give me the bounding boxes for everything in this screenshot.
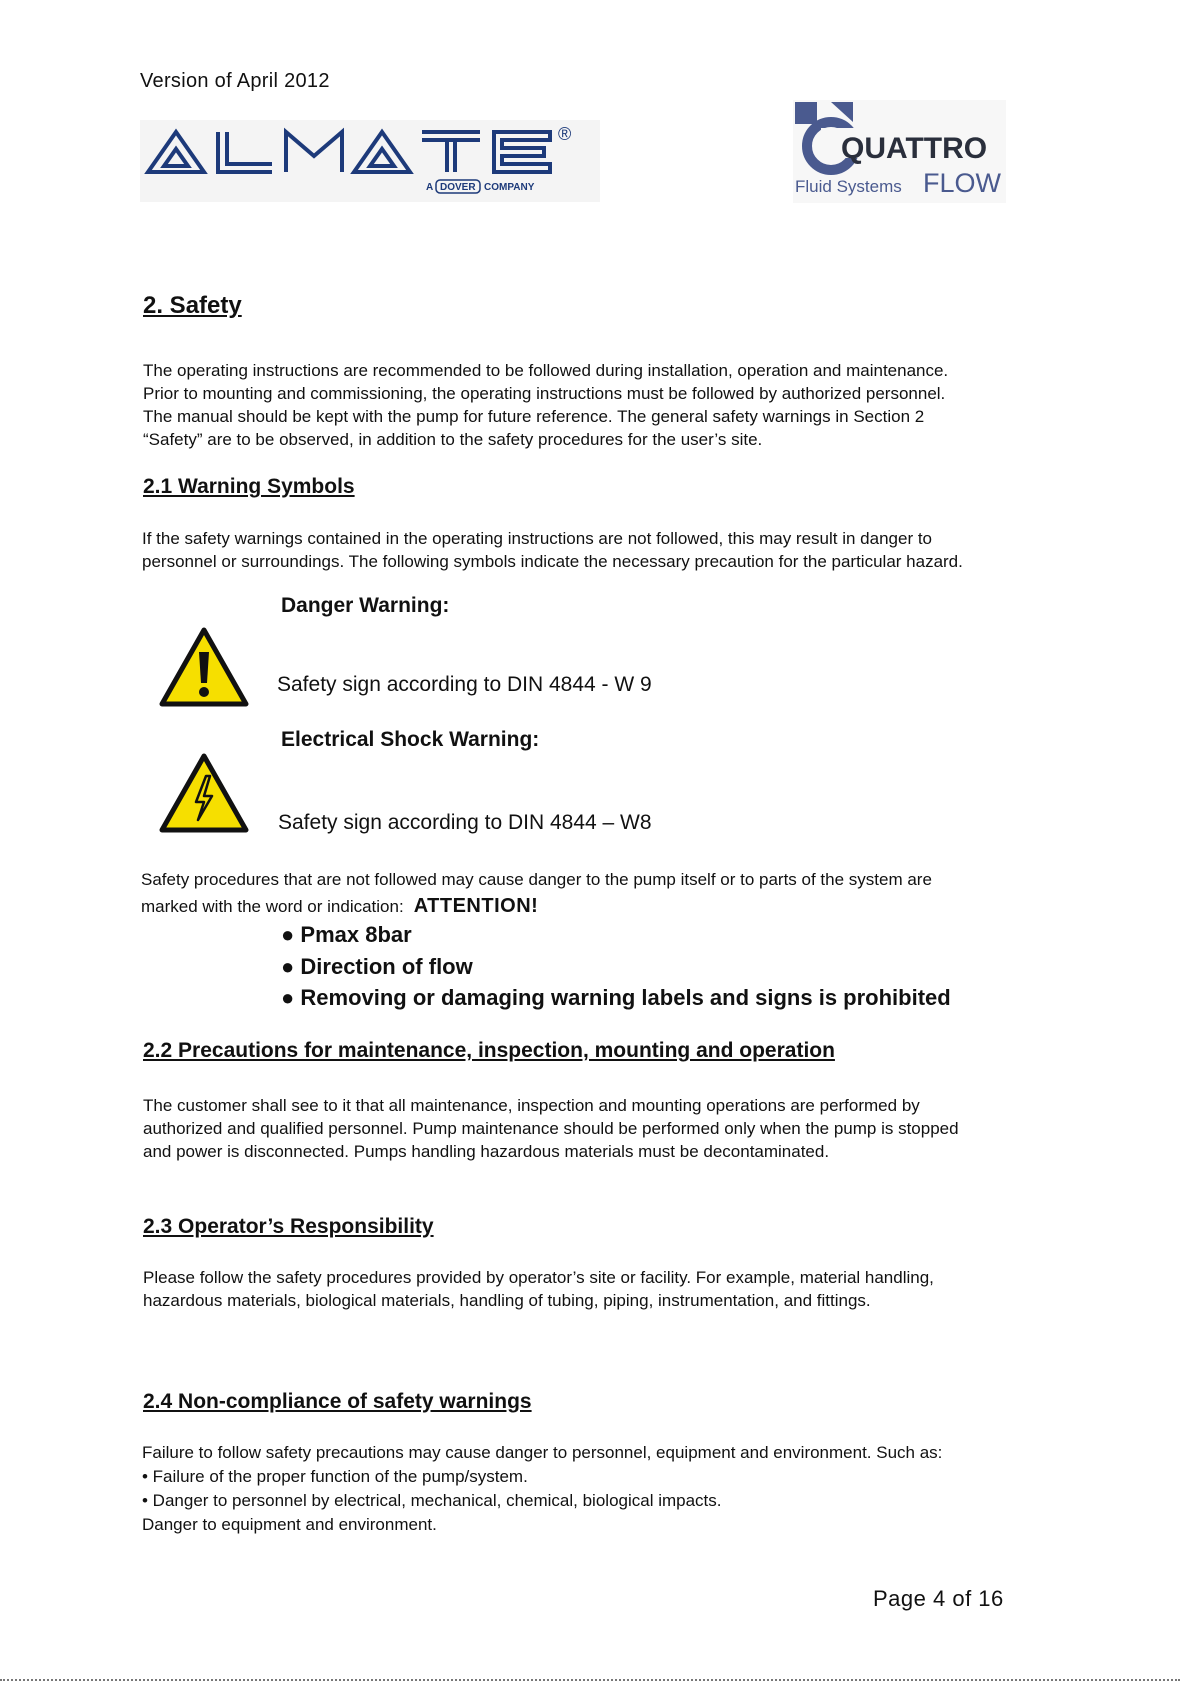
section-2-1-title: 2.1 Warning Symbols [143, 475, 355, 498]
bullet-labels: ● Removing or damaging warning labels and signs is prohibited [281, 985, 951, 1010]
page-bottom-border [0, 1679, 1180, 1681]
section-2-2-title: 2.2 Precautions for maintenance, inspection, mounting and operation [143, 1039, 835, 1062]
registered-mark: ® [558, 124, 572, 144]
text-line: hazardous materials, biological materials, handling of tubing, piping, instrumentation, and fittings. [143, 1291, 871, 1310]
bullet-pmax: ● Pmax 8bar [281, 922, 412, 947]
text-line: Failure to follow safety precautions may cause danger to personnel, equipment and environment. Such as: [142, 1443, 943, 1462]
text-line: Please follow the safety procedures provided by operator’s site or facility. For example, material handling, [143, 1268, 934, 1287]
text-line: and power is disconnected. Pumps handling hazardous materials must be decontaminated. [143, 1142, 830, 1161]
text-line: “Safety” are to be observed, in addition to the safety procedures for the user’s site. [143, 430, 763, 449]
section-2-4-text [142, 1441, 942, 1537]
text-line: authorized and qualified personnel. Pump maintenance should be performed only when the pump is stopped [143, 1119, 959, 1138]
section-2-3-text [143, 1266, 934, 1312]
page-number: Page 4 of 16 [873, 1586, 1004, 1611]
text-line: Safety procedures that are not followed may cause danger to the pump itself or to parts of the system are [141, 870, 932, 889]
attention-paragraph [141, 868, 932, 918]
section-2-2-text [143, 1094, 959, 1163]
section-2-1-text [142, 527, 963, 573]
text-line: Danger to equipment and environment. [142, 1515, 437, 1534]
list-item: • Danger to personnel by electrical, mechanical, chemical, biological impacts. [142, 1491, 722, 1510]
almatec-sub-a: A [426, 182, 434, 193]
list-item: • Failure of the proper function of the pump/system. [142, 1467, 528, 1486]
section-2-intro [143, 359, 948, 451]
quattro-text: QUATTRO [841, 132, 988, 165]
version-label: Version of April 2012 [140, 70, 330, 92]
danger-warning-icon [158, 626, 250, 713]
almatec-sub-dover: DOVER [440, 182, 476, 193]
almatec-logo [140, 120, 600, 202]
danger-warning-title: Danger Warning: [281, 594, 450, 617]
danger-sign-text: Safety sign according to DIN 4844 - W 9 [277, 673, 652, 696]
quattroflow-logo [793, 100, 1006, 203]
section-2-4-title: 2.4 Non-compliance of safety warnings [143, 1390, 532, 1413]
shock-sign-text: Safety sign according to DIN 4844 – W8 [278, 811, 652, 834]
electrical-shock-title: Electrical Shock Warning: [281, 728, 540, 751]
text-line: The operating instructions are recommended to be followed during installation, operation and maintenance. [143, 361, 949, 380]
text-line: The customer shall see to it that all maintenance, inspection and mounting operations are performed by [143, 1096, 920, 1115]
text-line: personnel or surroundings. The following symbols indicate the necessary precaution for the particular hazard. [142, 552, 963, 571]
text-line: Prior to mounting and commissioning, the operating instructions must be followed by authorized personnel. [143, 384, 946, 403]
fluid-systems-text: Fluid Systems [795, 177, 902, 196]
flow-text: FLOW [923, 168, 1001, 198]
text-line: The manual should be kept with the pump for future reference. The general safety warnings in Section 2 [143, 407, 925, 426]
section-2-3-title: 2.3 Operator’s Responsibility [143, 1215, 434, 1238]
electrical-shock-warning-icon [158, 752, 250, 839]
almatec-sub-company: COMPANY [484, 182, 535, 193]
text-line: If the safety warnings contained in the operating instructions are not followed, this may result in danger to [142, 529, 933, 548]
text-line [141, 895, 932, 918]
procedure-line2: marked with the word or indication: [141, 897, 404, 916]
bullet-direction: ● Direction of flow [281, 954, 473, 979]
section-2-title: 2. Safety [143, 292, 242, 319]
attention-label: ATTENTION! [413, 895, 539, 917]
